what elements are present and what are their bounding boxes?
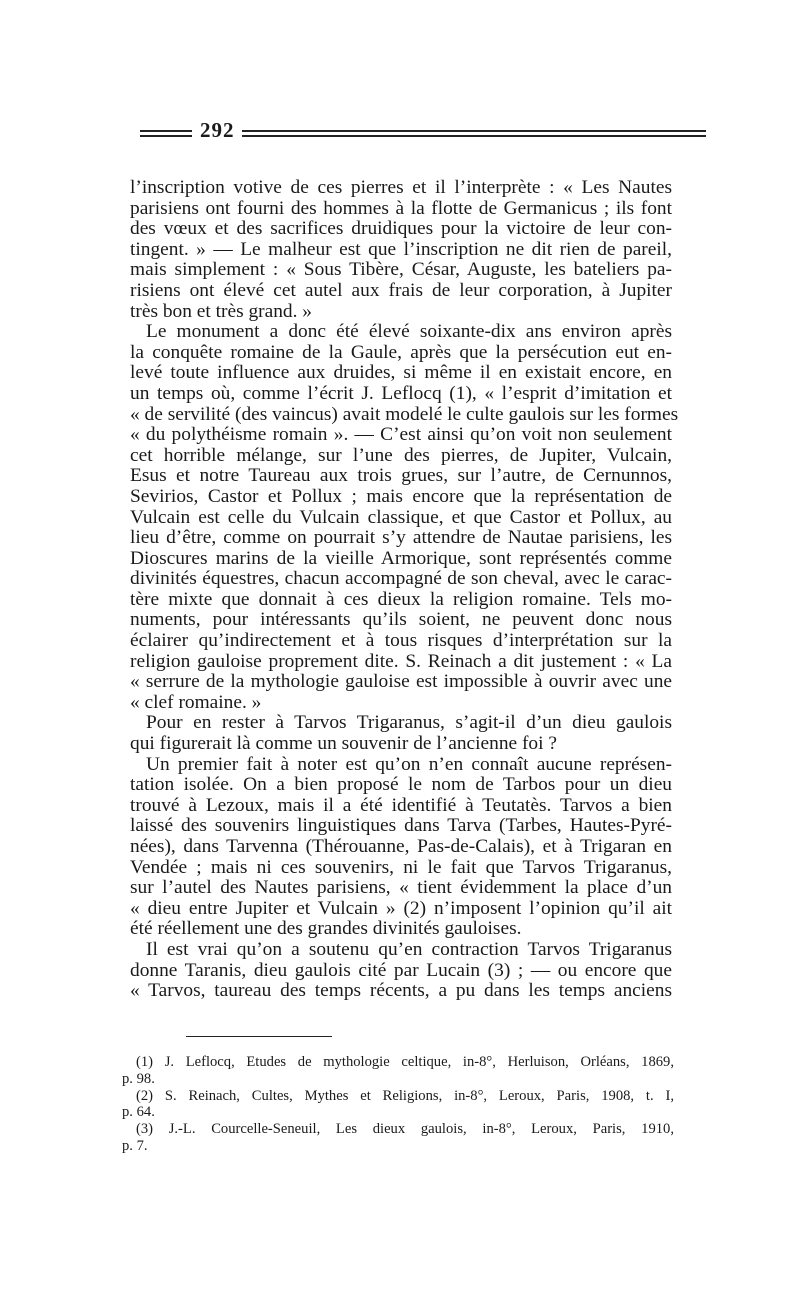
running-header	[140, 118, 706, 148]
text-line: Sevirios, Castor et Pollux ; mais encore que la représentation de	[130, 485, 672, 507]
footnote-line: (3) J.-L. Courcelle-Seneuil, Les dieux gaulois, in-8°, Leroux, Paris, 1910,	[136, 1121, 674, 1138]
footnote-1	[118, 1054, 674, 1088]
text-line: Il est vrai qu’on a soutenu qu’en contraction Tarvos Trigaranus	[146, 938, 672, 960]
text-line: « du polythéisme romain ». — C’est ainsi qu’on voit non seulement	[130, 424, 672, 446]
text-line: « serrure de la mythologie gauloise est impossible à ouvrir avec une	[130, 671, 672, 693]
text-line: sur l’autel des Nautes parisiens, « tient évidemment la place d’un	[130, 877, 672, 899]
text-line: l’inscription votive de ces pierres et il l’interprète : « Les Nautes	[130, 177, 672, 198]
text-line: religion gauloise proprement dite. S. Reinach a dit justement : « La	[130, 650, 672, 672]
text-line: « Tarvos, taureau des temps récents, a pu dans les temps anciens	[130, 980, 672, 1002]
body-text	[130, 177, 679, 1002]
text-line: Dioscures marins de la vieille Armorique, sont représentés comme	[130, 547, 672, 569]
footnote-line: p. 7.	[122, 1137, 148, 1154]
footnote-3	[118, 1121, 674, 1155]
footnote-2	[118, 1088, 674, 1122]
text-line: « clef romaine. »	[130, 691, 262, 713]
text-line: nées), dans Tarvenna (Thérouanne, Pas-de-Calais), et à Trigaran en	[130, 836, 672, 857]
text-line: des vœux et des sacrifices druidiques pour la victoire de leur con-	[130, 218, 672, 240]
text-line: tingent. » — Le malheur est que l’inscription ne dit rien de pareil,	[130, 238, 672, 260]
text-line: très bon et très grand. »	[130, 300, 313, 322]
text-line: parisiens ont fourni des hommes à la flotte de Germanicus ; ils font	[130, 197, 672, 219]
text-line: tation isolée. On a bien proposé le nom de Tarbos pour un dieu	[130, 774, 672, 796]
text-line: Un premier fait à noter est qu’on n’en connaît aucune représen-	[146, 753, 672, 775]
header-rule-left-bottom	[140, 135, 192, 137]
text-line: levé toute influence aux druides, si même il en existait encore, en	[130, 362, 672, 384]
text-line: « dieu entre Jupiter et Vulcain » (2) n’imposent l’opinion qu’il ait	[130, 897, 672, 919]
text-line: laissé des souvenirs linguistiques dans Tarva (Tarbes, Hautes-Pyré-	[130, 815, 672, 837]
text-line: tère mixte que donnait à ces dieux la religion romaine. Tels mo-	[130, 588, 672, 610]
footnote-line: (1) J. Leflocq, Etudes de mythologie celtique, in-8°, Herluison, Orléans, 1869,	[136, 1054, 674, 1070]
text-line: « de servilité (des vaincus) avait modelé le culte gaulois sur les formes	[130, 403, 679, 425]
text-line: cet horrible mélange, sur l’une des pierres, de Jupiter, Vulcain,	[130, 444, 672, 466]
footnote-line: (2) S. Reinach, Cultes, Mythes et Religions, in-8°, Leroux, Paris, 1908, t. I,	[136, 1087, 674, 1104]
text-line: numents, pour intéressants qu’ils soient, ne peuvent donc nous	[130, 609, 672, 631]
header-rule-right-top	[242, 130, 706, 132]
text-line: éclairer qu’indirectement et à tous risques d’interprétation sur la	[130, 630, 672, 652]
header-rule-left-top	[140, 130, 192, 132]
footnote-line: p. 64.	[122, 1104, 155, 1121]
text-line: un temps où, comme l’écrit J. Leflocq (1), « l’esprit d’imitation et	[130, 382, 672, 404]
text-line: donne Taranis, dieu gaulois cité par Lucain (3) ; — ou encore que	[130, 959, 672, 981]
text-line: trouvé à Lezoux, mais il a été identifié à Teutatès. Tarvos a bien	[130, 794, 672, 816]
text-line: qui figurerait là comme un souvenir de l’ancienne foi ?	[130, 733, 557, 755]
text-line: la conquête romaine de la Gaule, après que la persécution eut en-	[130, 341, 672, 363]
text-line: divinités équestres, chacun accompagné de son cheval, avec le carac-	[130, 568, 672, 590]
text-line: risiens ont élevé cet autel aux frais de leur corporation, à Jupiter	[130, 279, 672, 301]
header-rule-right-bottom	[242, 135, 706, 137]
text-line: Le monument a donc été élevé soixante-dix ans environ après	[146, 321, 672, 343]
text-line: Esus et notre Taureau aux trois grues, sur l’autre, de Cernunnos,	[130, 465, 672, 487]
text-line: été réellement une des grandes divinités gauloises.	[130, 918, 522, 940]
page-number: 292	[200, 118, 235, 142]
text-line: lieu d’être, comme on pourrait s’y attendre de Nautae parisiens, les	[130, 527, 672, 549]
text-line: Vendée ; mais ni ces souvenirs, ni le fait que Tarvos Trigaranus,	[130, 856, 672, 878]
footnote-separator	[186, 1036, 332, 1037]
text-line: Vulcain est celle du Vulcain classique, et que Castor et Pollux, au	[130, 506, 672, 528]
text-line: Pour en rester à Tarvos Trigaranus, s’agit-il d’un dieu gaulois	[146, 712, 672, 734]
text-line: mais simplement : « Sous Tibère, César, Auguste, les bateliers pa-	[130, 259, 672, 281]
footnote-line: p. 98.	[122, 1070, 155, 1087]
footnotes	[118, 1054, 674, 1155]
